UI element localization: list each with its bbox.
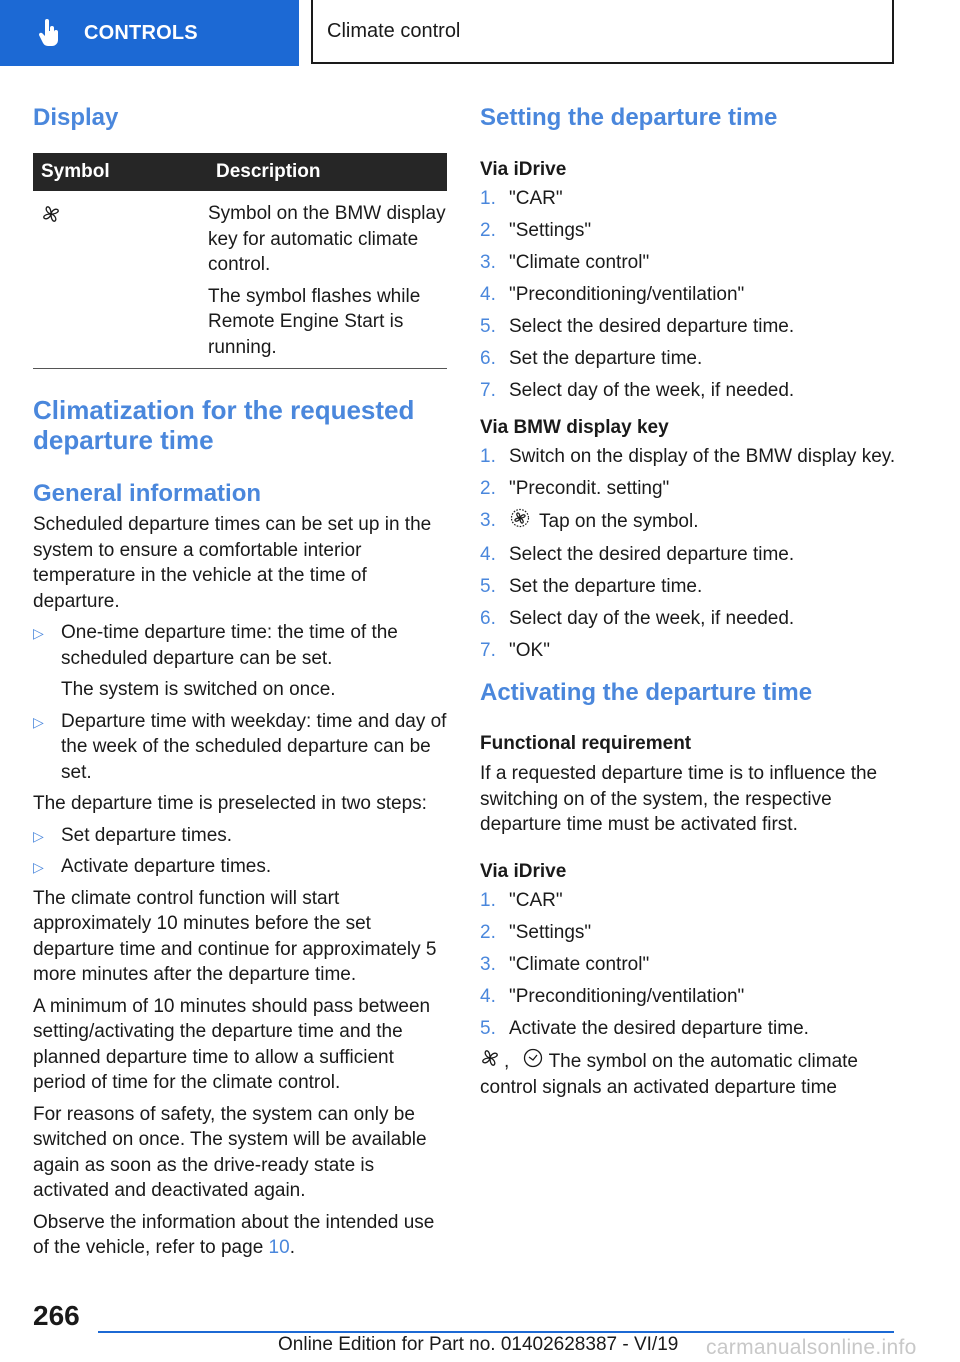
step-text: Select day of the week, if needed. (509, 607, 795, 629)
step-number: 6. (480, 348, 496, 369)
step-number: 4. (480, 543, 496, 565)
step-number: 2. (480, 921, 496, 943)
observe-end: . (289, 1237, 295, 1258)
page-number: 266 (33, 1300, 80, 1331)
list-item (480, 508, 900, 536)
observe-paragraph (33, 1210, 447, 1261)
step-text: "OK" (509, 639, 550, 661)
step-text: Select the desired departure time. (509, 543, 795, 565)
step-text: "Preconditioning/ventilation" (509, 985, 745, 1007)
list-item (33, 709, 447, 786)
step-text: Tap on the symbol. (539, 510, 699, 532)
list-item (480, 1016, 900, 1042)
idrive-activate-steps-list (480, 888, 900, 1042)
table-cell-symbol (33, 191, 200, 369)
step-number: 2. (480, 220, 496, 241)
step-number: 7. (480, 380, 496, 401)
step-number: 5. (480, 1017, 496, 1039)
step-text: Set the departure time. (509, 348, 703, 369)
step-text: Activate the desired departure time. (509, 1017, 809, 1039)
edition-text: Online Edition for Part no. 01402628387 - VI/19 (278, 1334, 679, 1355)
table-cell-description (200, 191, 447, 369)
step-number: 4. (480, 985, 496, 1007)
general-information-heading: General information (33, 480, 262, 507)
list-item (33, 823, 447, 849)
list-item (480, 984, 900, 1010)
section-tab[interactable] (0, 0, 299, 66)
via-idrive-heading-2: Via iDrive (480, 860, 567, 882)
step-number: 1. (480, 889, 496, 911)
list-item (480, 314, 900, 340)
list-item-text: Departure time with weekday: time and day of the week of the scheduled departure can be set. (61, 710, 447, 783)
step-text: Switch on the display of the BMW display key. (509, 445, 896, 467)
list-item (480, 888, 900, 914)
chapter-header (311, 0, 894, 64)
clock-timer-icon (523, 1048, 543, 1076)
hand-touch-icon (38, 18, 66, 48)
step-number: 3. (480, 509, 496, 531)
triangle-bullet-icon: ▷ (33, 713, 44, 730)
intro-paragraph: Scheduled departure times can be set up in the system to ensure a comfortable interior temperature in the vehicle at the time of departure. (33, 514, 432, 612)
step-text: Select day of the week, if needed. (509, 380, 795, 401)
step-text: "Settings" (509, 921, 592, 943)
step-number: 3. (480, 953, 496, 975)
symbol-separator: , (504, 1050, 510, 1072)
step-text: "CAR" (509, 889, 563, 911)
list-item-text: Activate departure times. (61, 856, 272, 877)
activating-departure-heading: Activating the departure time (480, 679, 813, 706)
via-idrive-heading: Via iDrive (480, 159, 567, 180)
display-heading: Display (33, 104, 119, 131)
fan-climate-icon (41, 207, 61, 228)
idrive-steps-list (480, 186, 900, 404)
functional-requirement-paragraph: If a requested departure time is to influence the switching on of the system, the respective departure time must be activated first. (480, 763, 878, 835)
triangle-bullet-icon: ▷ (33, 827, 44, 844)
step-number: 1. (480, 188, 496, 209)
list-item (480, 952, 900, 978)
chapter-label: Climate control (327, 19, 461, 42)
list-item (480, 606, 900, 632)
fan-climate-icon (480, 1049, 500, 1075)
safety-paragraph: For reasons of safety, the system can only be switched on once. The system will be available again as soon as the drive-ready state is activated and deactivated again. (33, 1103, 427, 1201)
page-reference-link[interactable]: 10 (268, 1237, 290, 1258)
step-text: "Climate control" (509, 252, 650, 273)
step-number: 5. (480, 316, 496, 337)
climatization-heading: Climatization for the requested departure time (33, 395, 415, 455)
step-text: "Settings" (509, 220, 592, 241)
departure-options-list (33, 620, 447, 785)
triangle-bullet-icon: ▷ (33, 859, 44, 875)
list-item-text: Set departure times. (61, 824, 233, 846)
list-item (33, 620, 447, 703)
step-text: Select the desired departure time. (509, 316, 795, 337)
step-number: 5. (480, 575, 496, 597)
symbol-note-text: The symbol on the automatic climate control signals an activated departure time (480, 1050, 858, 1098)
description-text-2: The symbol flashes while Remote Engine Start is running. (208, 285, 421, 358)
description-text-1: Symbol on the BMW display key for automatic climate control. (208, 203, 446, 275)
step-number: 7. (480, 639, 496, 661)
step-number: 2. (480, 477, 496, 499)
list-item (480, 638, 900, 664)
symbol-note-paragraph (480, 1048, 900, 1101)
list-item (480, 920, 900, 946)
step-text: Set the departure time. (509, 575, 703, 597)
list-item (480, 186, 900, 212)
climate-function-paragraph: The climate control function will start approximately 10 minutes before the set departure time and continue for approximately 5 more minutes after the departure time. (33, 887, 437, 985)
table-header-description: Description (200, 153, 447, 191)
list-item (480, 218, 900, 244)
step-number: 4. (480, 284, 496, 305)
table-row (33, 191, 447, 369)
climate-settings-icon (509, 508, 531, 536)
observe-text: Observe the information about the intended use of the vehicle, refer to page (33, 1211, 435, 1258)
list-item (480, 378, 900, 404)
triangle-bullet-icon: ▷ (33, 625, 44, 641)
step-number: 3. (480, 252, 496, 273)
via-display-key-heading: Via BMW display key (480, 416, 669, 438)
list-item (480, 346, 900, 372)
list-item (480, 574, 900, 600)
section-label: CONTROLS (84, 21, 198, 44)
watermark-text: carmanualsonline.info (706, 1336, 917, 1359)
list-item (480, 444, 900, 470)
table-header-symbol: Symbol (33, 153, 200, 191)
minimum-time-paragraph: A minimum of 10 minutes should pass between setting/activating the departure time and the planned departure time to allow a sufficient period of time for the climate control. (33, 995, 431, 1093)
setting-departure-heading: Setting the departure time (480, 104, 778, 131)
left-column (33, 100, 447, 1261)
list-item (480, 476, 900, 502)
step-text: "Preconditioning/ventilation" (509, 284, 745, 305)
step-text: "CAR" (509, 188, 563, 209)
list-item (33, 854, 447, 880)
step-number: 6. (480, 607, 496, 629)
functional-requirement-heading: Functional requirement (480, 733, 692, 754)
step-text: "Climate control" (509, 953, 650, 975)
list-item-continuation: The system is switched on once. (61, 679, 336, 700)
footer-divider (98, 1331, 894, 1333)
list-item (480, 250, 900, 276)
step-number: 1. (480, 445, 496, 467)
list-item (480, 282, 900, 308)
list-item (480, 542, 900, 568)
step-text: "Precondit. setting" (509, 477, 670, 499)
two-steps-paragraph: The departure time is preselected in two steps: (33, 793, 427, 814)
right-column (480, 100, 900, 1101)
symbol-table (33, 153, 447, 369)
display-key-steps-list (480, 444, 900, 664)
list-item-text: One-time departure time: the time of the scheduled departure can be set. (61, 622, 398, 669)
steps-list (33, 823, 447, 880)
